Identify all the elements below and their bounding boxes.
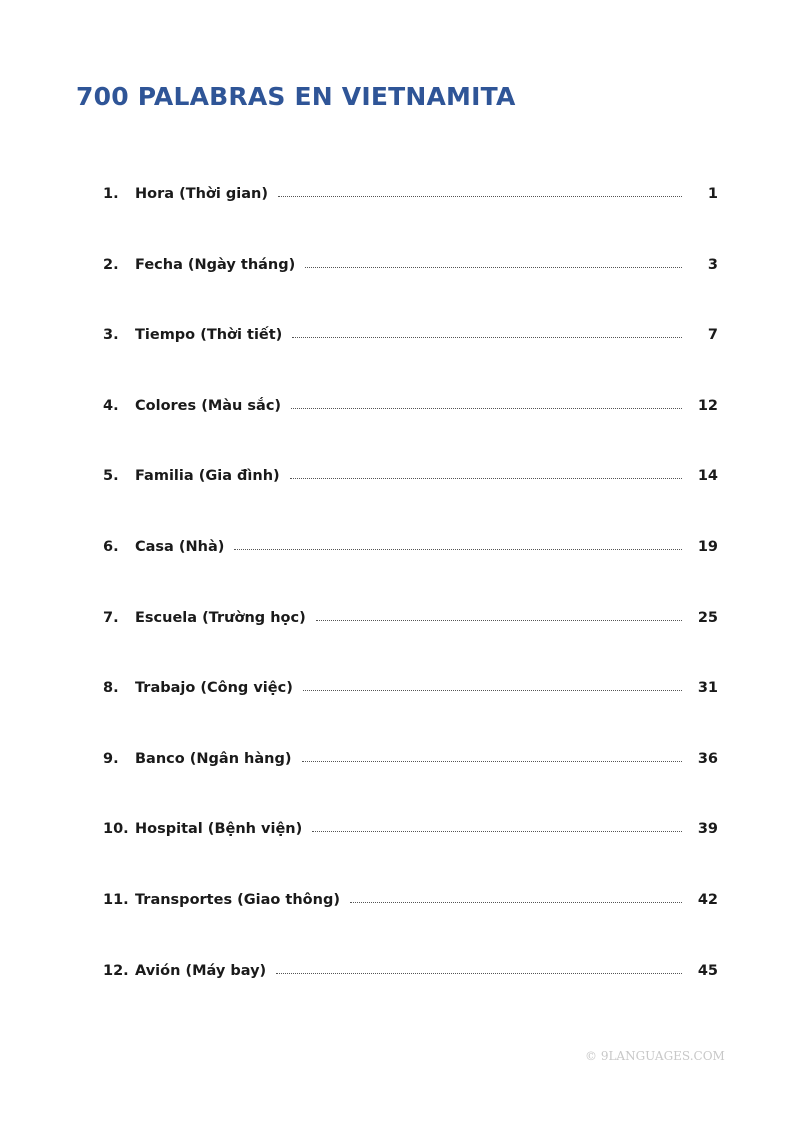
toc-entry-label: Transportes (Giao thông)	[135, 891, 340, 908]
toc-entry-number: 4.	[103, 397, 119, 414]
page-title: 700 PALABRAS EN VIETNAMITA	[76, 82, 516, 111]
toc-entry-page: 42	[697, 891, 718, 908]
toc-entry-page: 1	[707, 186, 718, 202]
toc-entry-label: Colores (Màu sắc)	[135, 397, 282, 414]
toc-entry-12[interactable]	[103, 963, 718, 1034]
toc-entry-label: Banco (Ngân hàng)	[135, 750, 292, 767]
dot-leader	[305, 267, 682, 268]
toc-entry-3[interactable]	[103, 327, 718, 398]
toc-entry-number: 3.	[103, 327, 119, 344]
toc-entry-page: 14	[697, 468, 718, 485]
toc-entry-label: Tiempo (Thời tiết)	[135, 327, 283, 344]
toc-entry-number: 9.	[103, 750, 119, 767]
dot-leader	[303, 690, 682, 691]
toc-entry-page: 45	[697, 962, 718, 979]
toc-entry-2[interactable]	[103, 257, 718, 328]
toc-entry-label: Trabajo (Công việc)	[135, 680, 293, 697]
toc-entry-page: 31	[697, 680, 718, 697]
toc-entry-page: 39	[697, 821, 718, 838]
toc-entry-number: 5.	[103, 468, 119, 485]
toc-entry-label: Hospital (Bệnh viện)	[135, 821, 303, 838]
dot-leader	[292, 337, 682, 338]
toc-entry-6[interactable]	[103, 539, 718, 610]
dot-leader	[291, 408, 682, 409]
toc-entry-4[interactable]	[103, 398, 718, 469]
toc-entry-page: 3	[707, 256, 718, 273]
toc-entry-number: 1.	[103, 186, 119, 202]
toc-entry-label: Familia (Gia đình)	[135, 468, 280, 485]
toc-entry-label: Escuela (Trường học)	[135, 609, 306, 626]
toc-entry-number: 11.	[103, 891, 129, 908]
dot-leader	[234, 549, 682, 550]
toc-entry-number: 12.	[103, 962, 129, 979]
toc-entry-label: Casa (Nhà)	[135, 538, 225, 555]
toc-entry-number: 10.	[103, 821, 129, 838]
toc-entry-11[interactable]	[103, 892, 718, 963]
toc-entry-page: 25	[697, 609, 718, 626]
toc-entry-label: Fecha (Ngày tháng)	[135, 256, 296, 273]
toc-entry-8[interactable]	[103, 680, 718, 751]
toc-entry-5[interactable]	[103, 468, 718, 539]
toc-entry-page: 19	[697, 538, 718, 555]
toc-entry-page: 7	[707, 327, 718, 344]
toc-entry-number: 8.	[103, 680, 119, 697]
toc-entry-9[interactable]	[103, 751, 718, 822]
toc-entry-label: Avión (Máy bay)	[135, 962, 267, 979]
toc-entry-page: 12	[697, 397, 718, 414]
dot-leader	[302, 761, 683, 762]
toc-entry-label: Hora (Thời gian)	[135, 186, 268, 202]
dot-leader	[312, 831, 682, 832]
toc-entry-number: 2.	[103, 256, 119, 273]
toc-entry-page: 36	[697, 750, 718, 767]
dot-leader	[350, 902, 682, 903]
toc-entry-10[interactable]	[103, 821, 718, 892]
toc-entry-7[interactable]	[103, 610, 718, 681]
dot-leader	[278, 196, 682, 197]
copyright-watermark: © 9LANGUAGES.COM	[585, 1049, 725, 1063]
toc-entry-number: 6.	[103, 538, 119, 555]
toc-entry-number: 7.	[103, 609, 119, 626]
dot-leader	[290, 478, 682, 479]
toc-entry-1[interactable]	[103, 186, 718, 257]
dot-leader	[276, 973, 682, 974]
table-of-contents	[103, 186, 718, 1033]
dot-leader	[316, 620, 682, 621]
